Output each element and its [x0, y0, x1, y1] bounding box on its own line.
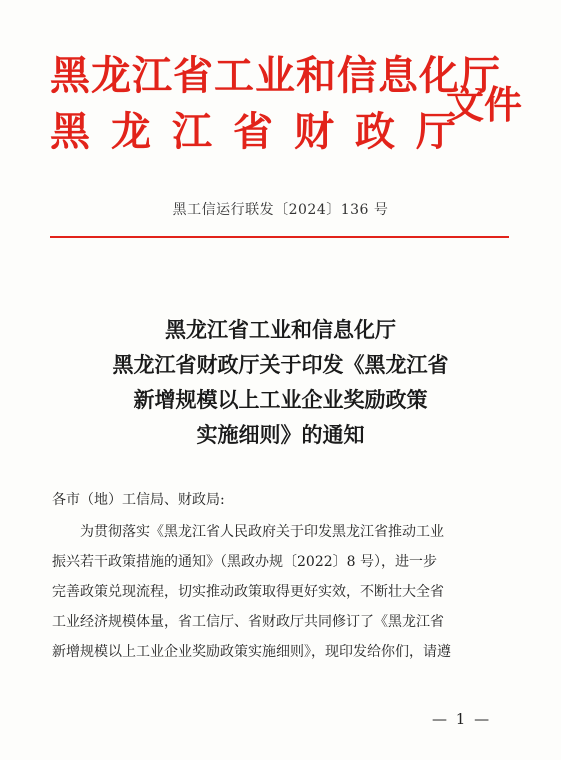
page-number: — 1 —	[432, 710, 492, 728]
body-paragraph	[52, 517, 522, 667]
issuing-org-line-1: 黑龙江省工业和信息化厅	[50, 53, 501, 99]
body-line: 振兴若干政策措施的通知》（黑政办规〔2022〕8 号），进一步	[52, 554, 437, 570]
document-type-label: 文件	[446, 83, 523, 127]
red-separator-rule	[50, 236, 509, 238]
title-line: 黑龙江省财政厅关于印发《黑龙江省	[112, 352, 449, 377]
title-line: 实施细则》的通知	[196, 422, 365, 447]
document-title	[0, 312, 561, 452]
issuing-org-line-2: 黑龙江省财政厅	[50, 109, 477, 155]
body-line: 新增规模以上工业企业奖励政策实施细则》，现印发给你们，请遵	[52, 644, 451, 660]
body-line: 完善政策兑现流程，切实推动政策取得更好实效，不断壮大全省	[52, 584, 444, 600]
body-line: 为贯彻落实《黑龙江省人民政府关于印发黑龙江省推动工业	[80, 524, 444, 540]
document-number: 黑工信运行联发〔2024〕136 号	[172, 202, 389, 218]
body-line: 工业经济规模体量，省工信厅、省财政厅共同修订了《黑龙江省	[52, 614, 444, 630]
title-line: 新增规模以上工业企业奖励政策	[133, 387, 428, 412]
salutation: 各市（地）工信局、财政局:	[52, 492, 225, 508]
title-line: 黑龙江省工业和信息化厅	[165, 317, 396, 342]
